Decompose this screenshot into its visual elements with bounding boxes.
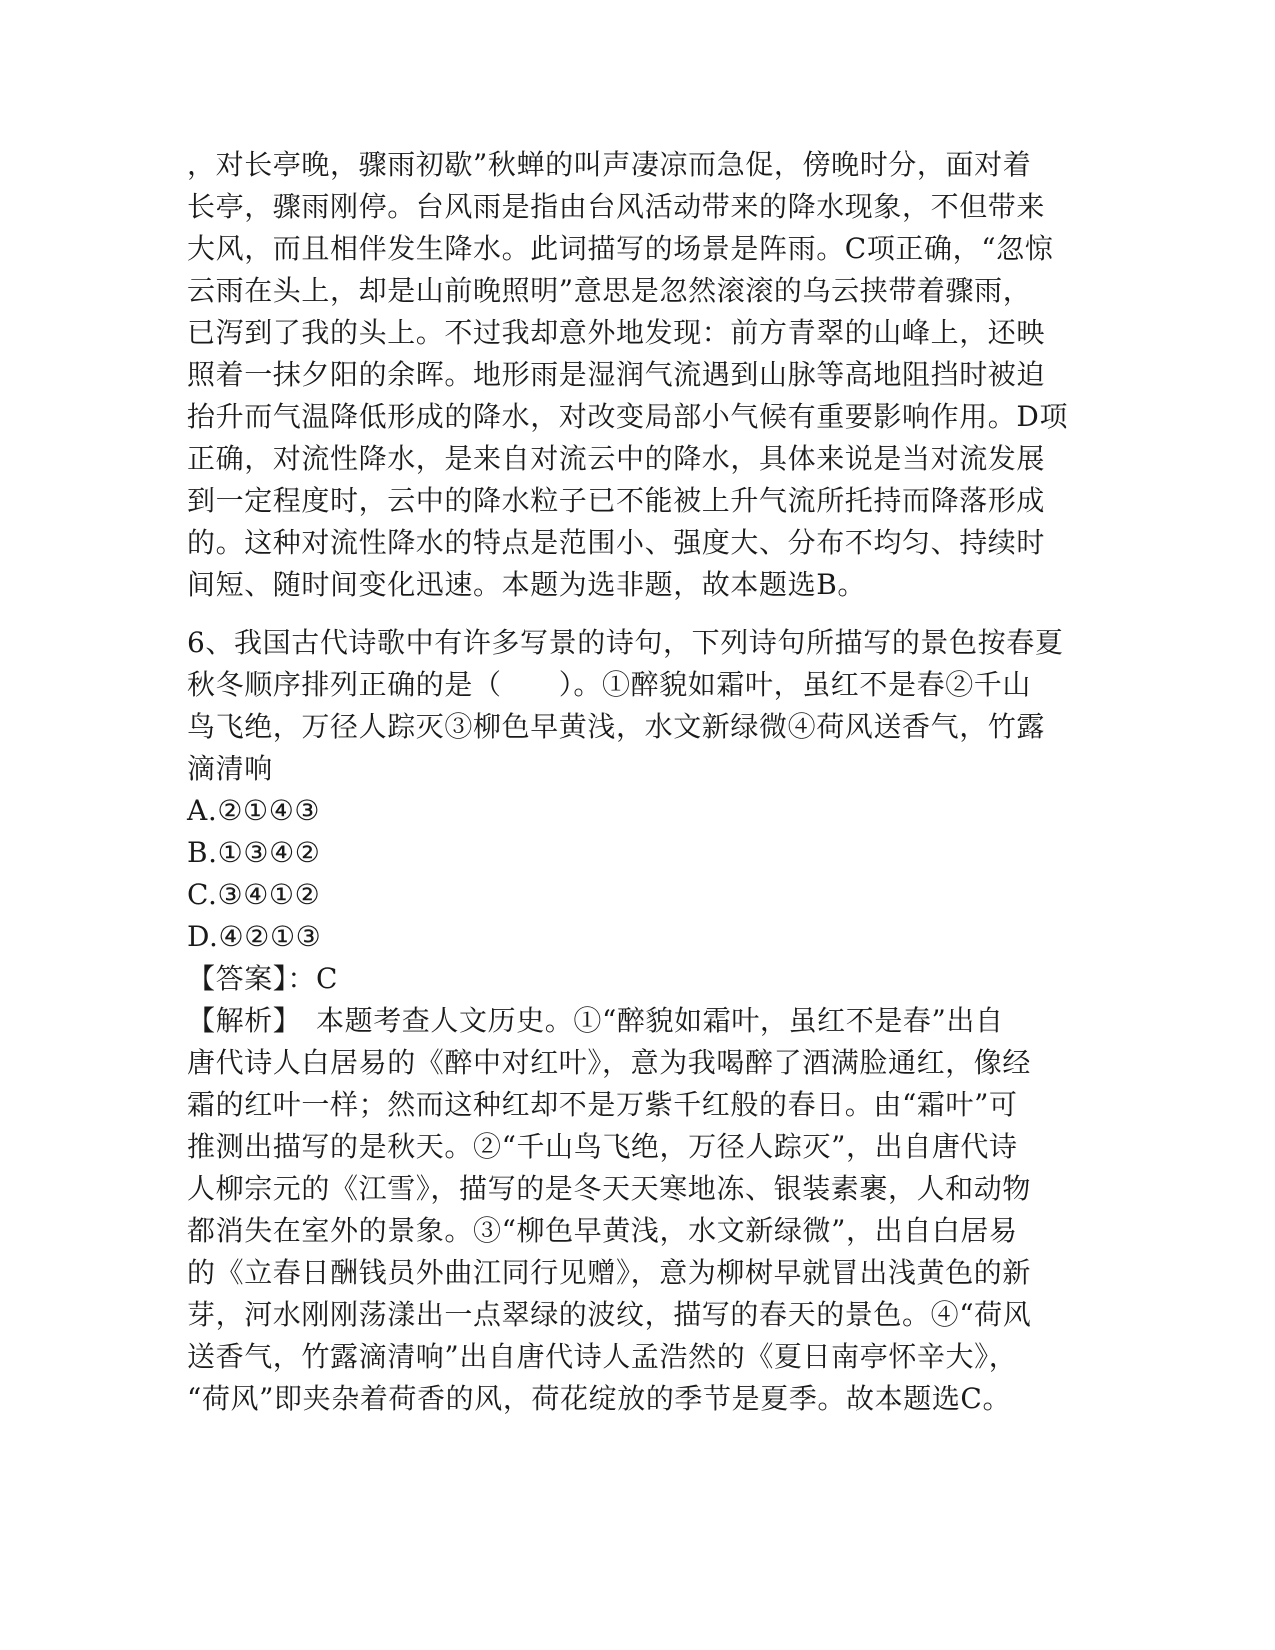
analysis-line: 都消失在室外的景象。③“柳色早黄浅，水文新绿微”，出自白居易 [187, 1214, 1018, 1247]
text-line: 大风，而且相伴发生降水。此词描写的场景是阵雨。C项正确，“忽惊 [187, 232, 1054, 265]
text-line: 抬升而气温降低形成的降水，对改变局部小气候有重要影响作用。D项 [187, 400, 1069, 433]
analysis-line: “荷风”即夹杂着荷香的风，荷花绽放的季节是夏季。故本题选C。 [187, 1382, 1012, 1415]
analysis-line: 人柳宗元的《江雪》，描写的是冬天天寒地冻、银装素裹，人和动物 [187, 1172, 1032, 1205]
text-line: 云雨在头上，却是山前晚照明”意思是忽然滚滚的乌云挟带着骤雨， [187, 274, 1032, 307]
analysis-line: 芽，河水刚刚荡漾出一点翠绿的波纹，描写的春天的景色。④“荷风 [187, 1298, 1032, 1331]
answer: 【答案】：C [187, 962, 339, 995]
option-b: B.①③④② [187, 836, 321, 869]
text-line: 到一定程度时，云中的降水粒子已不能被上升气流所托持而降落形成 [187, 484, 1046, 517]
option-a: A.②①④③ [187, 794, 321, 827]
analysis-line: 的《立春日酬钱员外曲江同行见赠》，意为柳树早就冒出浅黄色的新 [187, 1256, 1032, 1289]
option-c: C.③④①② [187, 878, 321, 911]
question-stem-line: 秋冬顺序排列正确的是（ ）。①醉貌如霜叶，虽红不是春②千山 [187, 668, 1032, 701]
analysis-line: 唐代诗人白居易的《醉中对红叶》，意为我喝醉了酒满脸通红，像经 [187, 1046, 1032, 1079]
analysis-line: 霜的红叶一样；然而这种红却不是万紫千红般的春日。由“霜叶”可 [187, 1088, 1018, 1121]
text-line: 的。这种对流性降水的特点是范围小、强度大、分布不均匀、持续时 [187, 526, 1046, 559]
question-stem-line: 鸟飞绝，万径人踪灭③柳色早黄浅，水文新绿微④荷风送香气，竹露 [187, 710, 1046, 743]
text-line: 已泻到了我的头上。不过我却意外地发现：前方青翠的山峰上，还映 [187, 316, 1046, 349]
question-stem-line: 6、我国古代诗歌中有许多写景的诗句，下列诗句所描写的景色按春夏 [187, 626, 1064, 659]
question-stem-line: 滴清响 [187, 752, 273, 785]
analysis-line: 送香气，竹露滴清响”出自唐代诗人孟浩然的《夏日南亭怀辛大》， [187, 1340, 1018, 1373]
text-line: ，对长亭晚，骤雨初歇”秋蝉的叫声凄凉而急促，傍晚时分，面对着 [187, 148, 1032, 181]
text-line: 正确，对流性降水，是来自对流云中的降水，具体来说是当对流发展 [187, 442, 1046, 475]
analysis-line: 【解析】 本题考查人文历史。①“醉貌如霜叶，虽红不是春”出自 [187, 1004, 1004, 1037]
text-line: 照着一抹夕阳的余晖。地形雨是湿润气流遇到山脉等高地阻挡时被迫 [187, 358, 1046, 391]
text-line: 间短、随时间变化迅速。本题为选非题，故本题选B。 [187, 568, 866, 601]
text-line: 长亭，骤雨刚停。台风雨是指由台风活动带来的降水现象，不但带来 [187, 190, 1046, 223]
option-d: D.④②①③ [187, 920, 322, 953]
analysis-line: 推测出描写的是秋天。②“千山鸟飞绝，万径人踪灭”，出自唐代诗 [187, 1130, 1018, 1163]
